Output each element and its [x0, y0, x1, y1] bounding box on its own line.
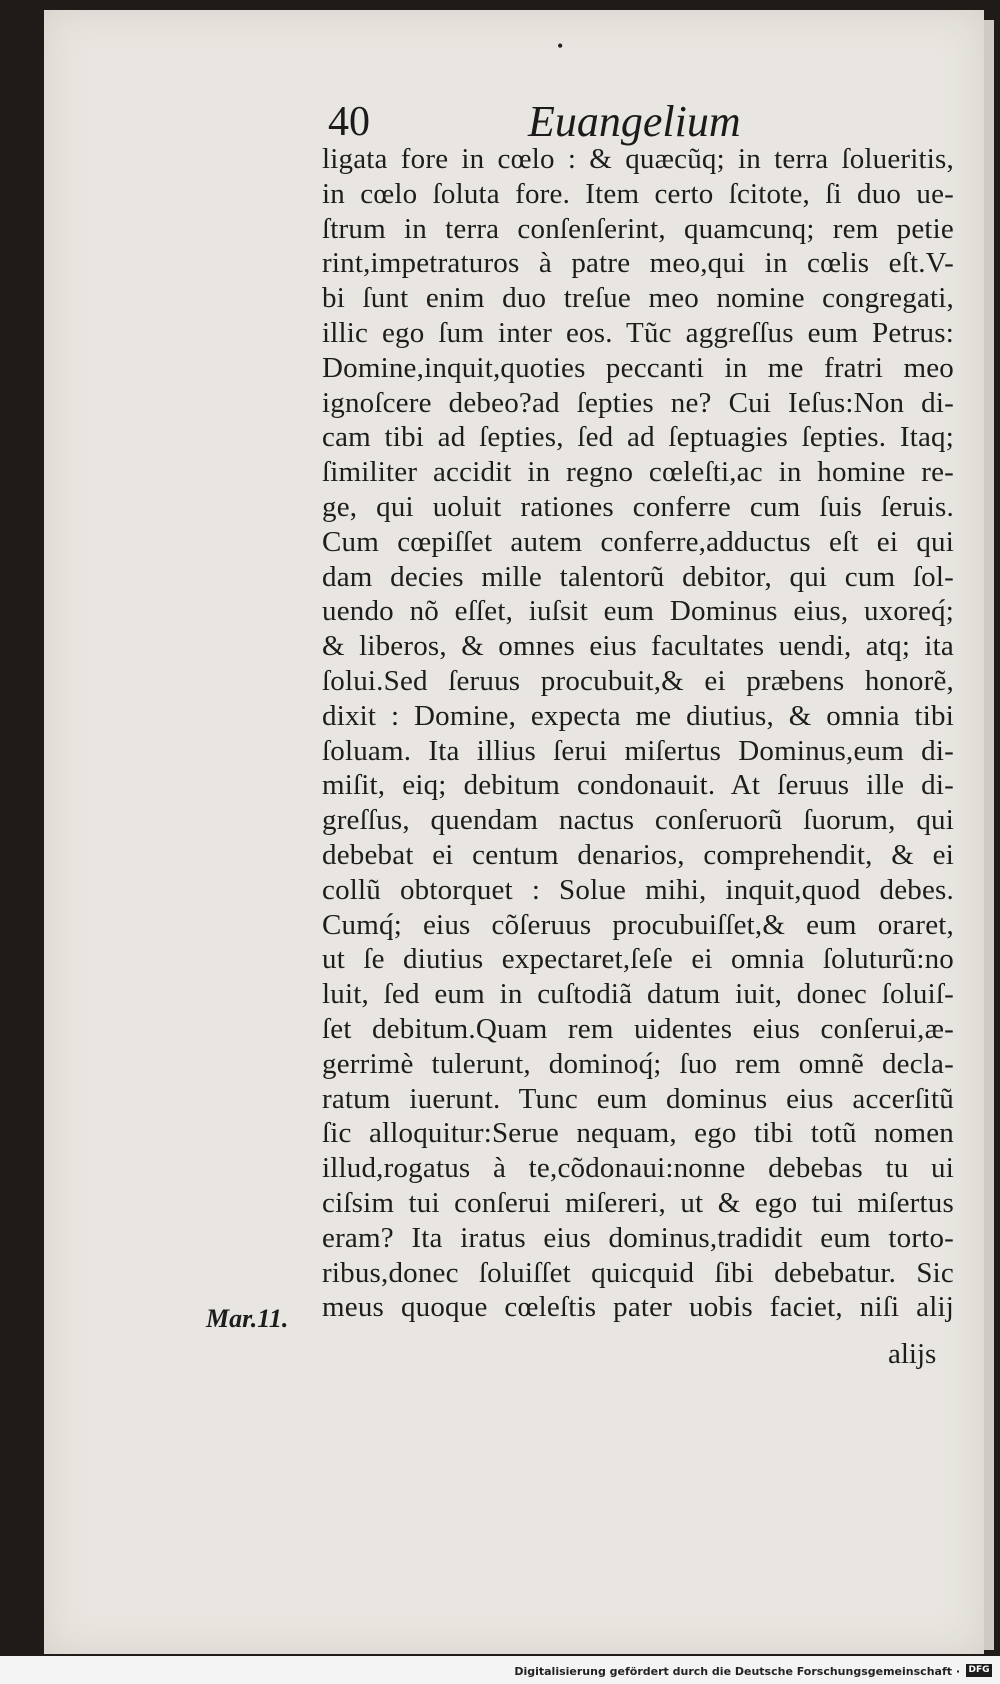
- text-line: ut ſe diutius expectaret,ſeſe ei omnia ſoluturũ:no: [322, 943, 954, 976]
- text-line: bi ſunt enim duo treſue meo nomine congregati,: [322, 282, 954, 315]
- text-line: luit, ſed eum in cuſtodiã datum iuit, donec ſoluiſ-: [322, 978, 954, 1011]
- text-line: ignoſcere debeo?ad ſepties ne? Cui Ieſus:Non di-: [322, 386, 954, 419]
- text-line: eram? Ita iratus eius dominus,tradidit eum torto-: [322, 1221, 954, 1254]
- text-line: dam decies mille talentorũ debitor, qui cum ſol-: [322, 560, 954, 593]
- text-line: in cœlo ſoluta fore. Item certo ſcitote, ſi duo ue-: [322, 177, 954, 210]
- text-line: Cumq́; eius cõſeruus procubuiſſet,& eum oraret,: [322, 908, 954, 941]
- page-number: 40: [328, 99, 370, 145]
- text-line: ſtrum in terra conſenſerint, quamcunq; rem petie: [322, 212, 954, 245]
- text-line: gerrimè tulerunt, dominoq́; ſuo rem omnẽ decla-: [322, 1047, 954, 1080]
- text-line: ge, qui uoluit rationes conferre cum ſuis ſeruis.: [322, 490, 954, 523]
- text-line: Cum cœpiſſet autem conferre,adductus eſt ei qui: [322, 525, 954, 558]
- text-line: illud,rogatus à te,cõdonaui:nonne debebas tu ui: [322, 1152, 954, 1185]
- text-line: rint,impetraturos à patre meo,qui in cœlis eſt.V-: [322, 247, 954, 280]
- text-line: ſic alloquitur:Serue nequam, ego tibi totũ nomen: [322, 1117, 954, 1150]
- text-line: Domine,inquit,quoties peccanti in me fratri meo: [322, 351, 954, 384]
- text-line: collũ obtorquet : Solue mihi, inquit,quod debes.: [322, 873, 954, 906]
- text-line: & liberos, & omnes eius facultates uendi, atq; ita: [322, 630, 954, 663]
- text-line: meus quoque cœleſtis pater uobis faciet, niſi alij: [322, 1291, 954, 1324]
- dfg-logo: DFG: [966, 1664, 992, 1677]
- text-line: ſolui.Sed ſeruus procubuit,& ei præbens honorẽ,: [322, 664, 954, 697]
- text-line: ligata fore in cœlo : & quæcũq; in terra ſolueritis,: [322, 143, 954, 175]
- running-head: Euangelium: [528, 97, 741, 146]
- text-line: uendo nõ eſſet, iuſsit eum Dominus eius, uxoreq́;: [322, 595, 954, 628]
- text-line: ribus,donec ſoluiſſet quicquid ſibi debebatur. Sic: [322, 1256, 954, 1289]
- text-line: dixit : Domine, expecta me diutius, & omnia tibi: [322, 699, 954, 732]
- text-line: ratum iuerunt. Tunc eum dominus eius accerſitũ: [322, 1082, 954, 1115]
- text-line: ſoluam. Ita illius ſerui miſertus Dominus,eum di-: [322, 734, 954, 767]
- page-ornament: •: [557, 36, 564, 56]
- text-line: debebat ei centum denarios, comprehendit, & ei: [322, 838, 954, 871]
- text-line: illic ego ſum inter eos. Tũc aggreſſus eum Petrus:: [322, 316, 954, 349]
- catchword: alijs: [888, 1338, 937, 1370]
- margin-note: Mar.11.: [206, 1304, 289, 1333]
- text-line: greſſus, quendam nactus conſeruorũ ſuorum, qui: [322, 804, 954, 837]
- footer-credit: Digitalisierung gefördert durch die Deutsche Forschungsgemeinschaft ·: [514, 1665, 960, 1678]
- text-line: ſet debitum.Quam rem uidentes eius conſerui,æ-: [322, 1012, 954, 1045]
- text-line: cam tibi ad ſepties, ſed ad ſeptuagies ſepties. Itaq;: [322, 421, 954, 454]
- page-edge: [984, 20, 994, 1650]
- text-line: miſit, eiq; debitum condonauit. At ſeruus ille di-: [322, 769, 954, 802]
- body-text: [322, 142, 954, 1325]
- text-line: ciſsim tui conſerui miſereri, ut & ego tui miſertus: [322, 1186, 954, 1219]
- text-line: ſimiliter accidit in regno cœleſti,ac in homine re-: [322, 456, 954, 489]
